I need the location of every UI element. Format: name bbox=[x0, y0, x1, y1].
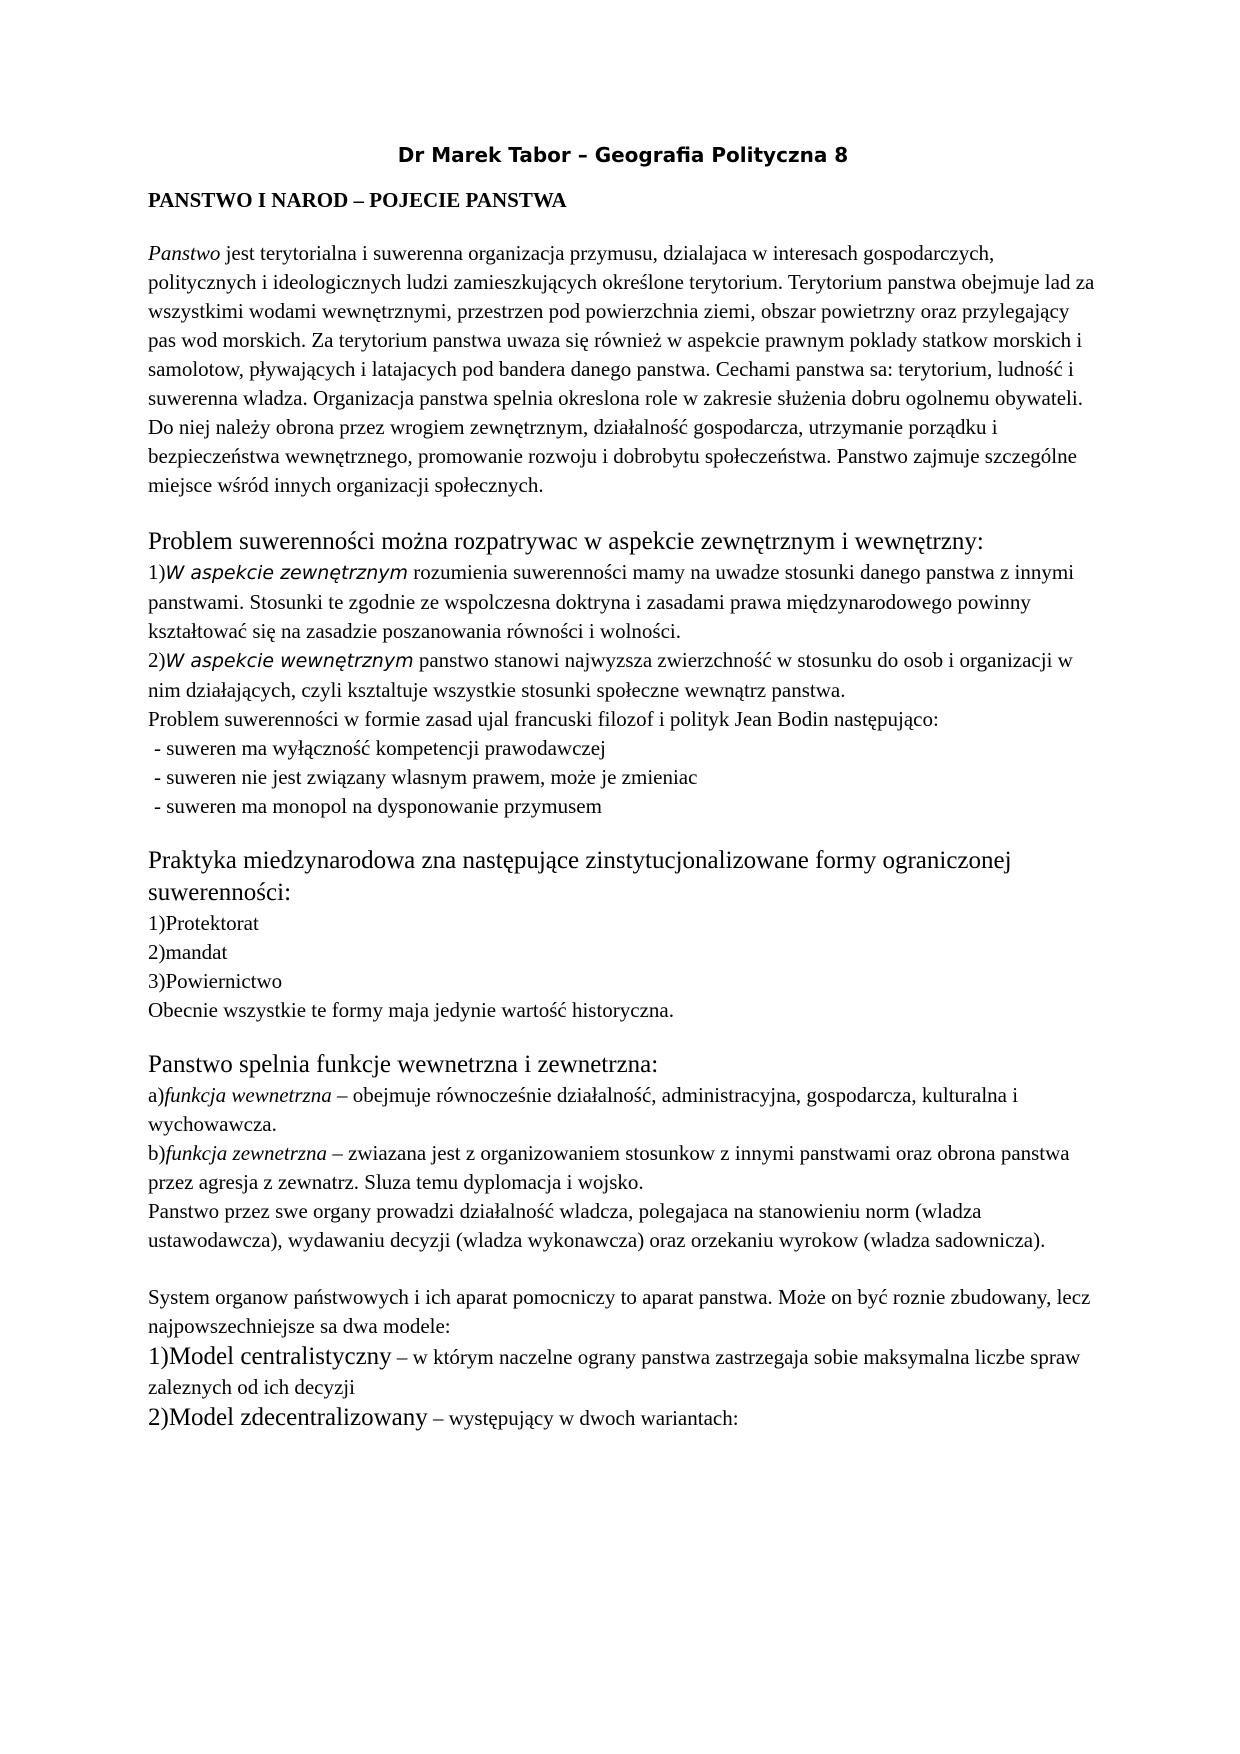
model-text: – występujący w dwoch wariantach: bbox=[427, 1406, 739, 1430]
bullet-item: - suweren ma monopol na dysponowanie przymusem bbox=[154, 794, 602, 818]
sovereignty-item-1 bbox=[148, 558, 1098, 646]
sovereignty-heading: Problem suwerenności można rozpatrywac w aspekcie zewnętrznym i wewnętrzny: bbox=[148, 528, 984, 555]
function-text: – obejmuje równocześnie działalność, administracyjna, gospodarcza, kulturalna i wychowawcza. bbox=[148, 1083, 1019, 1136]
function-text: – zwiazana jest z organizowaniem stosunkow z innymi panstwami oraz obrona panstwa przez agresja z zewnatrz. Sluza temu dyplomacja i wojsko. bbox=[148, 1141, 1070, 1194]
limited-sovereignty-heading: Praktyka miedzynarodowa zna następujące zinstytucjonalizowane formy ograniczonej suwerenności: bbox=[148, 847, 1012, 906]
document-title: Dr Marek Tabor – Geografia Polityczna 8 bbox=[397, 143, 849, 167]
list-item: 3)Powiernictwo bbox=[148, 969, 283, 993]
function-term: funkcja wewnetrzna bbox=[164, 1083, 332, 1107]
item-term: W aspekcie wewnętrznym bbox=[165, 650, 414, 672]
model-2 bbox=[148, 1402, 1098, 1434]
term-panstwo: Panstwo bbox=[148, 241, 221, 265]
item-number: 1) bbox=[148, 560, 166, 584]
definition-text: jest terytorialna i suwerenna organizacja przymusu, dzialajaca w interesach gospodarczych, politycznych i ideologicznych ludzi zamieszkujących określone terytorium. Terytorium panstwa obejmuje lad za wszystkimi wodami wewnętrznymi, przestrzen pod powierzchnia ziemi, obszar powietrzny oraz przylegający pas wod morskich. Za terytorium panstwa uwaza się również w aspekcie prawnym poklady statkow morskich i samolotow, pływających i latajacych pod bandera danego panstwa. Cechami panstwa sa: terytorium, ludność i suwerenna wladza. Organizacja panstwa spelnia okreslona role w zakresie służenia dobru ogolnemu obywateli. Do niej należy obrona przez wrogiem zewnętrznym, działalność gospodarcza, utrzymanie porządku i bezpieczeństwa wewnętrznego, promowanie rozwoju i dobrobytu społeczeństwa. Panstwo zajmuje szczególne miejsce wśród innych organizacji społecznych. bbox=[148, 241, 1095, 497]
function-term: funkcja zewnetrzna bbox=[165, 1141, 328, 1165]
model-label: 2)Model zdecentralizowany bbox=[148, 1404, 428, 1431]
function-b bbox=[148, 1139, 1098, 1197]
list-item: 1)Protektorat bbox=[148, 911, 259, 935]
bullet-item: - suweren ma wyłączność kompetencji prawodawczej bbox=[154, 736, 606, 760]
item-number: 2) bbox=[148, 648, 166, 672]
bodin-paragraph: Problem suwerenności w formie zasad ujal francuski filozof i polityk Jean Bodin następująco: bbox=[148, 707, 939, 731]
bullet-item: - suweren nie jest związany wlasnym prawem, może je zmieniac bbox=[154, 765, 698, 789]
model-text: – w którym naczelne ograny panstwa zastrzegaja sobie maksymalna liczbe spraw zaleznych od ich decyzji bbox=[148, 1345, 1081, 1399]
historical-note: Obecnie wszystkie te formy maja jedynie wartość historyczna. bbox=[148, 998, 674, 1022]
item-text: panstwo stanowi najwyzsza zwierzchność w stosunku do osob i organizacji w nim działających, czyli ksztaltuje wszystkie stosunki społeczne wewnątrz panstwa. bbox=[148, 648, 1073, 702]
model-1 bbox=[148, 1341, 1098, 1402]
paragraph-definition bbox=[148, 239, 1098, 500]
item-text: rozumienia suwerenności mamy na uwadze stosunki danego panstwa z innymi panstwami. Stosunki te zgodnie ze wspolczesna doktryna i zasadami prawa międzynarodowego powinny kształtować się na zasadzie poszanowania równości i wolności. bbox=[148, 560, 1075, 643]
document-body bbox=[148, 140, 1098, 1434]
list-item: 2)mandat bbox=[148, 940, 228, 964]
item-term: W aspekcie zewnętrznym bbox=[165, 562, 409, 584]
functions-heading: Panstwo spelnia funkcje wewnetrzna i zewnetrzna: bbox=[148, 1051, 659, 1078]
apparatus-paragraph: System organow państwowych i ich aparat pomocniczy to aparat panstwa. Może on być roznie zbudowany, lecz najpowszechniejsze sa dwa modele: bbox=[148, 1285, 1091, 1338]
item-prefix: a) bbox=[148, 1083, 165, 1107]
authority-paragraph: Panstwo przez swe organy prowadzi działalność wladcza, polegajaca na stanowieniu norm (wladza ustawodawcza), wydawaniu decyzji (wladza wykonawcza) oraz orzekaniu wyrokow (wladza sadownicza). bbox=[148, 1199, 1046, 1252]
model-label: 1)Model centralistyczny bbox=[148, 1343, 392, 1370]
section-heading: PANSTWO I NAROD – POJECIE PANSTWA bbox=[148, 188, 567, 212]
item-prefix: b) bbox=[148, 1141, 166, 1165]
sovereignty-item-2 bbox=[148, 646, 1098, 705]
function-a bbox=[148, 1081, 1098, 1139]
